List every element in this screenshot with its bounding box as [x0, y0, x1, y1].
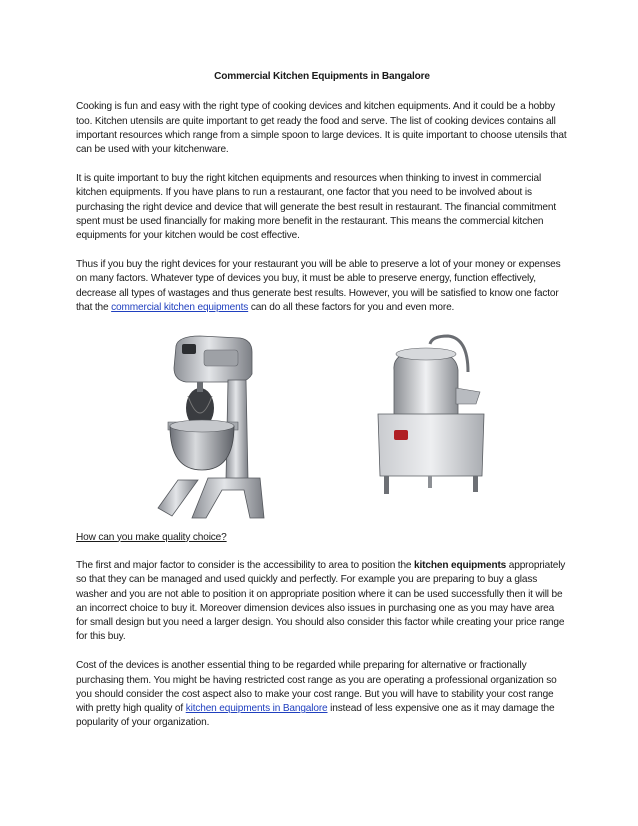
paragraph-1: Cooking is fun and easy with the right type of cooking devices and kitchen equipments. And it could be a hobby too. Kitchen utensils are quite important to get ready the food and serve. The list of cooking devices contains all important resources which range from a simple spoon to large devices. It is quite important to choose utensils that can be used with your kitchenware.	[76, 101, 567, 156]
paragraph-3-text-a: Thus if you buy the right devices for your restaurant you will be able to preserve a lot of your money or expenses on many factors. Whatever type of devices you buy, it must be able to preserve energy, function effectively, decrease all types of wastages and thus generate best results. However, you will be satisfied to know one factor that the	[76, 258, 561, 313]
paragraph-5	[76, 659, 568, 730]
paragraph-4-text-b: appropriately so that they can be managed and used quickly and perfectly. For example you are preparing to buy a glass washer and you are not able to position it on appropriate position where it can be used successfully then it will be an incorrect choice to buy it. Moreover dimension devices also issues in purchasing one as you may have area for small design but you need a larger design. You should also consider this factor while creating your price range for this buy.	[76, 559, 566, 643]
paragraph-2: It is quite important to buy the right kitchen equipments and resources when thinking to invest in commercial kitchen equipments. If you have plans to run a restaurant, one factor that you need to be involved about is purchasing the right device and device that will generate the best result in restaurant. The financial commitment spent must be used financially for making more benefit in the restaurant. This means the commercial kitchen equipments for your kitchen would be cost effective.	[76, 172, 556, 242]
paragraph-4-text-a: The first and major factor to consider is the accessibility to area to position the	[76, 559, 415, 571]
paragraph-5-text-b: instead of less expensive one as it may damage the popularity of your organization.	[76, 703, 555, 729]
potato-peeler-image	[372, 330, 494, 496]
document-title: Commercial Kitchen Equipments in Bangalore	[214, 71, 430, 82]
section-subheading: How can you make quality choice?	[76, 531, 227, 543]
equipment-images	[76, 330, 568, 528]
kitchen-equipments-bangalore-link[interactable]: kitchen equipments in Bangalore	[185, 703, 328, 715]
planetary-mixer-image	[148, 330, 268, 520]
paragraph-3-text-b: can do all these factors for you and even more.	[248, 301, 455, 313]
paragraph-5-text-a: Cost of the devices is another essential thing to be regarded while preparing for alternative or fractionally purchasing them. You might be having restricted cost range as you are operating a professional organization so you should consider the cost aspect also to make your cost range. But you will have to stability your cost range with pretty high quality of	[76, 660, 557, 715]
paragraph-4	[76, 559, 568, 645]
document-page	[76, 70, 568, 745]
commercial-kitchen-equipments-link[interactable]: commercial kitchen equipments	[111, 301, 249, 313]
kitchen-equipments-bold: kitchen equipments	[414, 559, 507, 571]
paragraph-3	[76, 258, 568, 315]
